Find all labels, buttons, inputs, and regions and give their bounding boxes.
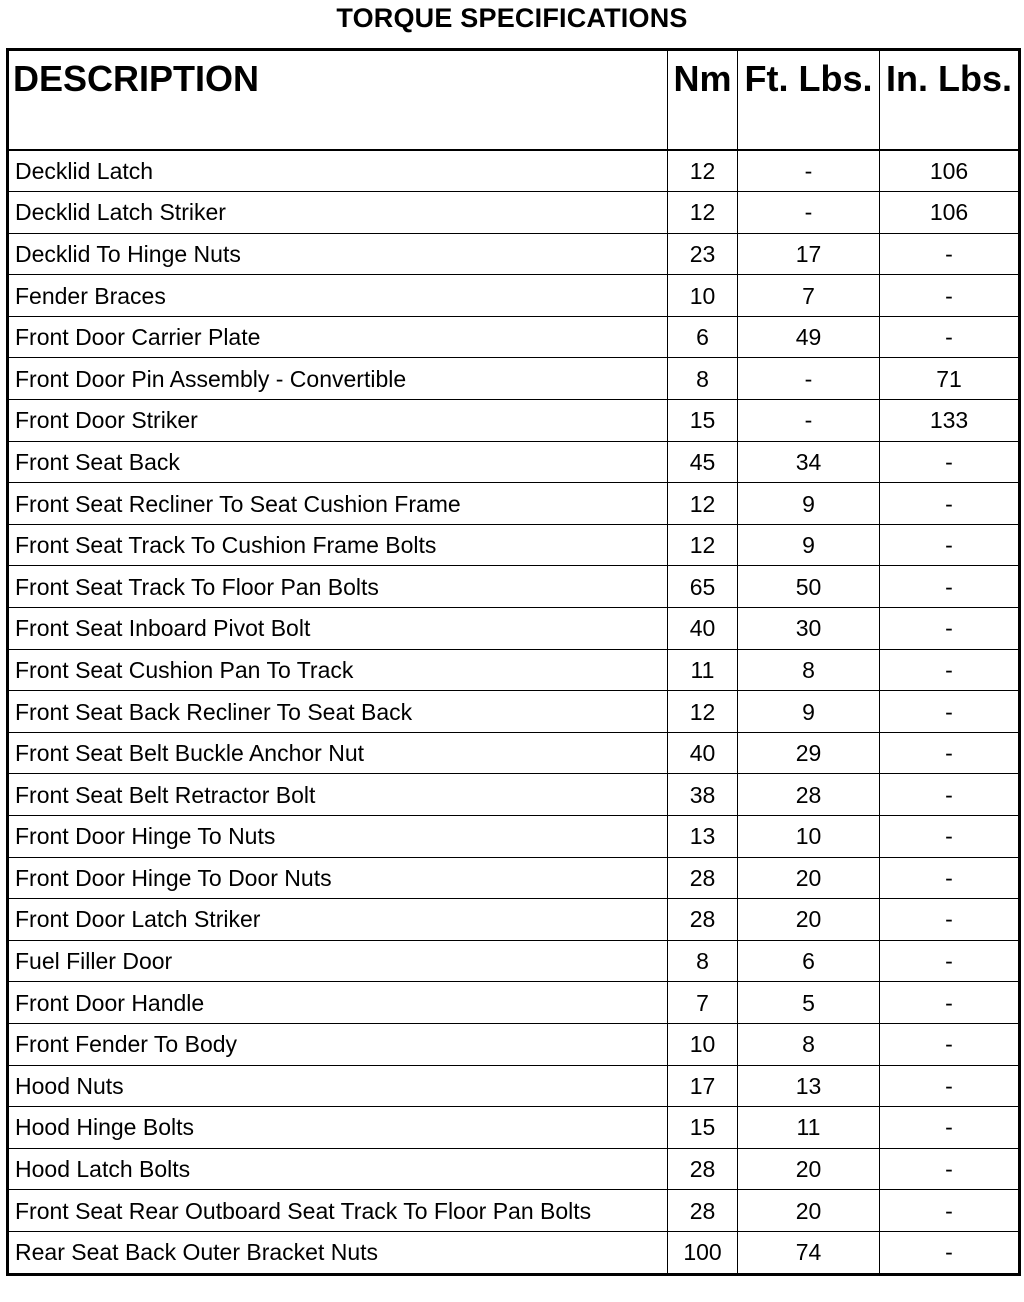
table-header xyxy=(8,50,1020,150)
cell-nm: 12 xyxy=(668,483,738,525)
table-row xyxy=(8,774,1020,816)
cell-in-lbs: - xyxy=(880,1023,1020,1065)
table-row xyxy=(8,524,1020,566)
table-row xyxy=(8,1107,1020,1149)
cell-description: Front Door Carrier Plate xyxy=(8,316,668,358)
cell-nm: 6 xyxy=(668,316,738,358)
table-row xyxy=(8,982,1020,1024)
cell-description: Front Fender To Body xyxy=(8,1023,668,1065)
cell-ft-lbs: 20 xyxy=(738,899,880,941)
cell-description: Fuel Filler Door xyxy=(8,940,668,982)
table-row xyxy=(8,1190,1020,1232)
cell-nm: 11 xyxy=(668,649,738,691)
cell-ft-lbs: 34 xyxy=(738,441,880,483)
cell-nm: 12 xyxy=(668,150,738,192)
cell-ft-lbs: 7 xyxy=(738,275,880,317)
cell-nm: 40 xyxy=(668,608,738,650)
cell-description: Front Seat Recliner To Seat Cushion Frame xyxy=(8,483,668,525)
table-body xyxy=(8,150,1020,1275)
table-row xyxy=(8,441,1020,483)
cell-in-lbs: - xyxy=(880,1107,1020,1149)
table-row xyxy=(8,1148,1020,1190)
cell-in-lbs: - xyxy=(880,732,1020,774)
table-row xyxy=(8,566,1020,608)
cell-in-lbs: 71 xyxy=(880,358,1020,400)
cell-description: Front Seat Cushion Pan To Track xyxy=(8,649,668,691)
cell-nm: 8 xyxy=(668,940,738,982)
cell-nm: 28 xyxy=(668,857,738,899)
cell-in-lbs: - xyxy=(880,857,1020,899)
cell-ft-lbs: 20 xyxy=(738,1148,880,1190)
table-row xyxy=(8,358,1020,400)
cell-ft-lbs: 30 xyxy=(738,608,880,650)
torque-spec-table xyxy=(6,48,1021,1276)
cell-description: Decklid Latch xyxy=(8,150,668,192)
cell-in-lbs: - xyxy=(880,899,1020,941)
cell-ft-lbs: - xyxy=(738,192,880,234)
cell-ft-lbs: 13 xyxy=(738,1065,880,1107)
cell-description: Front Door Hinge To Nuts xyxy=(8,816,668,858)
cell-ft-lbs: 74 xyxy=(738,1231,880,1274)
cell-description: Front Seat Track To Cushion Frame Bolts xyxy=(8,524,668,566)
cell-ft-lbs: 20 xyxy=(738,857,880,899)
cell-description: Hood Latch Bolts xyxy=(8,1148,668,1190)
cell-ft-lbs: 6 xyxy=(738,940,880,982)
table-row xyxy=(8,1065,1020,1107)
cell-in-lbs: - xyxy=(880,940,1020,982)
cell-in-lbs: 133 xyxy=(880,400,1020,442)
cell-description: Fender Braces xyxy=(8,275,668,317)
table-row xyxy=(8,150,1020,192)
table-row xyxy=(8,192,1020,234)
header-description: DESCRIPTION xyxy=(8,50,668,150)
cell-ft-lbs: 29 xyxy=(738,732,880,774)
cell-in-lbs: - xyxy=(880,649,1020,691)
cell-in-lbs: - xyxy=(880,1148,1020,1190)
table-row xyxy=(8,816,1020,858)
cell-ft-lbs: - xyxy=(738,358,880,400)
cell-description: Front Seat Rear Outboard Seat Track To Floor Pan Bolts xyxy=(8,1190,668,1232)
cell-nm: 10 xyxy=(668,1023,738,1065)
cell-ft-lbs: 28 xyxy=(738,774,880,816)
cell-in-lbs: - xyxy=(880,524,1020,566)
cell-description: Hood Nuts xyxy=(8,1065,668,1107)
cell-nm: 15 xyxy=(668,400,738,442)
header-nm: Nm xyxy=(668,50,738,150)
cell-ft-lbs: 10 xyxy=(738,816,880,858)
cell-description: Decklid To Hinge Nuts xyxy=(8,233,668,275)
cell-in-lbs: 106 xyxy=(880,192,1020,234)
table-row xyxy=(8,649,1020,691)
cell-nm: 7 xyxy=(668,982,738,1024)
cell-description: Front Seat Back Recliner To Seat Back xyxy=(8,691,668,733)
cell-nm: 17 xyxy=(668,1065,738,1107)
cell-in-lbs: - xyxy=(880,1065,1020,1107)
cell-in-lbs: - xyxy=(880,1190,1020,1232)
cell-nm: 12 xyxy=(668,691,738,733)
cell-description: Front Door Hinge To Door Nuts xyxy=(8,857,668,899)
cell-nm: 8 xyxy=(668,358,738,400)
cell-nm: 28 xyxy=(668,1190,738,1232)
table-row xyxy=(8,1023,1020,1065)
cell-ft-lbs: 5 xyxy=(738,982,880,1024)
cell-in-lbs: - xyxy=(880,982,1020,1024)
cell-in-lbs: - xyxy=(880,233,1020,275)
table-row xyxy=(8,483,1020,525)
table-row xyxy=(8,400,1020,442)
cell-ft-lbs: - xyxy=(738,400,880,442)
table-row xyxy=(8,732,1020,774)
cell-nm: 23 xyxy=(668,233,738,275)
cell-in-lbs: - xyxy=(880,774,1020,816)
cell-ft-lbs: 9 xyxy=(738,524,880,566)
cell-nm: 28 xyxy=(668,1148,738,1190)
cell-nm: 65 xyxy=(668,566,738,608)
cell-description: Front Door Pin Assembly - Convertible xyxy=(8,358,668,400)
cell-ft-lbs: 49 xyxy=(738,316,880,358)
table-row xyxy=(8,316,1020,358)
cell-nm: 12 xyxy=(668,192,738,234)
table-row xyxy=(8,691,1020,733)
cell-nm: 10 xyxy=(668,275,738,317)
cell-in-lbs: - xyxy=(880,483,1020,525)
cell-description: Front Door Latch Striker xyxy=(8,899,668,941)
table-row xyxy=(8,940,1020,982)
cell-nm: 15 xyxy=(668,1107,738,1149)
cell-description: Front Seat Belt Buckle Anchor Nut xyxy=(8,732,668,774)
cell-in-lbs: - xyxy=(880,566,1020,608)
cell-description: Front Seat Back xyxy=(8,441,668,483)
cell-in-lbs: - xyxy=(880,316,1020,358)
page-title: TORQUE SPECIFICATIONS xyxy=(336,3,688,33)
cell-ft-lbs: 50 xyxy=(738,566,880,608)
cell-nm: 13 xyxy=(668,816,738,858)
cell-description: Front Seat Belt Retractor Bolt xyxy=(8,774,668,816)
header-row xyxy=(8,50,1020,150)
cell-nm: 45 xyxy=(668,441,738,483)
cell-nm: 38 xyxy=(668,774,738,816)
header-ft-lbs: Ft. Lbs. xyxy=(738,50,880,150)
cell-description: Front Door Handle xyxy=(8,982,668,1024)
cell-in-lbs: - xyxy=(880,816,1020,858)
cell-ft-lbs: 20 xyxy=(738,1190,880,1232)
cell-ft-lbs: 9 xyxy=(738,691,880,733)
cell-in-lbs: - xyxy=(880,275,1020,317)
cell-in-lbs: - xyxy=(880,691,1020,733)
table-row xyxy=(8,1231,1020,1274)
table-row xyxy=(8,857,1020,899)
cell-description: Rear Seat Back Outer Bracket Nuts xyxy=(8,1231,668,1274)
cell-ft-lbs: 9 xyxy=(738,483,880,525)
cell-description: Front Door Striker xyxy=(8,400,668,442)
cell-description: Hood Hinge Bolts xyxy=(8,1107,668,1149)
cell-ft-lbs: 8 xyxy=(738,649,880,691)
cell-nm: 100 xyxy=(668,1231,738,1274)
header-in-lbs: In. Lbs. xyxy=(880,50,1020,150)
table-row xyxy=(8,233,1020,275)
table-row xyxy=(8,275,1020,317)
cell-ft-lbs: - xyxy=(738,150,880,192)
cell-ft-lbs: 8 xyxy=(738,1023,880,1065)
cell-in-lbs: - xyxy=(880,441,1020,483)
cell-in-lbs: - xyxy=(880,608,1020,650)
table-row xyxy=(8,899,1020,941)
cell-nm: 28 xyxy=(668,899,738,941)
cell-description: Decklid Latch Striker xyxy=(8,192,668,234)
cell-ft-lbs: 11 xyxy=(738,1107,880,1149)
cell-nm: 40 xyxy=(668,732,738,774)
cell-description: Front Seat Track To Floor Pan Bolts xyxy=(8,566,668,608)
cell-in-lbs: - xyxy=(880,1231,1020,1274)
table-row xyxy=(8,608,1020,650)
cell-description: Front Seat Inboard Pivot Bolt xyxy=(8,608,668,650)
cell-ft-lbs: 17 xyxy=(738,233,880,275)
cell-nm: 12 xyxy=(668,524,738,566)
cell-in-lbs: 106 xyxy=(880,150,1020,192)
